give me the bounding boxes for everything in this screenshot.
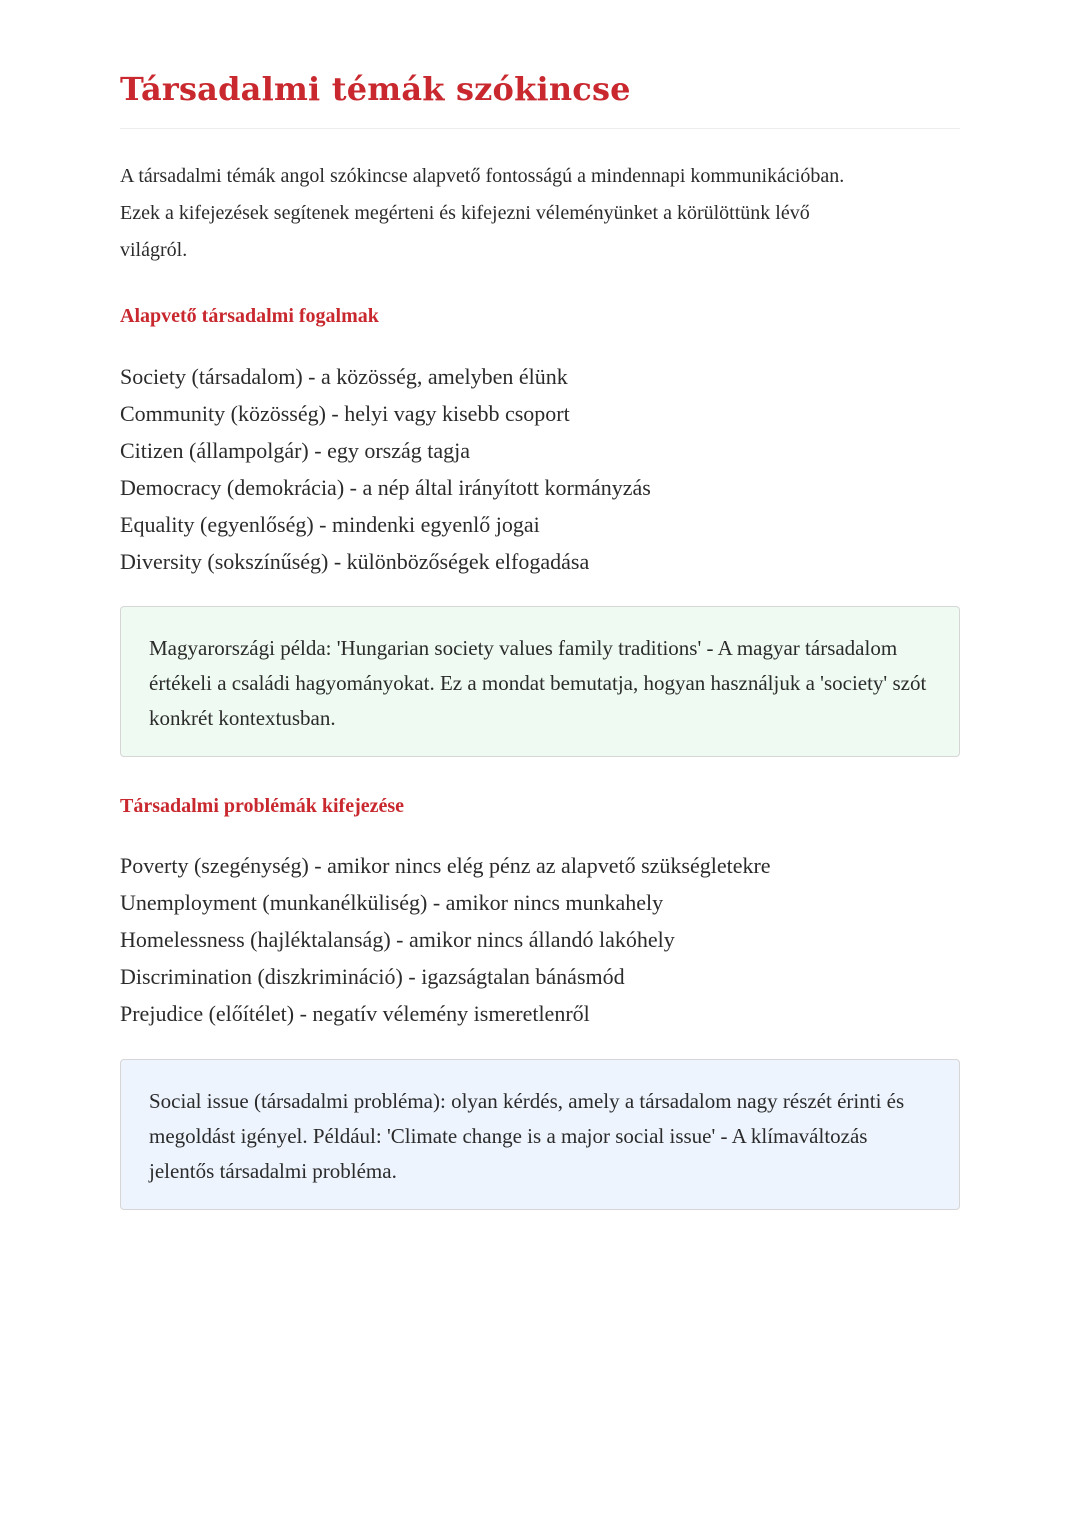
basic-concepts-list [120, 358, 651, 580]
list-item: Community (közösség) - helyi vagy kisebb csoport [120, 401, 570, 426]
social-problems-list [120, 847, 771, 1032]
example-note-box [120, 606, 960, 757]
list-item: Prejudice (előítélet) - negatív vélemény ismeretlenről [120, 1001, 590, 1026]
page-title: Társadalmi témák szókincse [120, 70, 631, 108]
list-item: Citizen (állampolgár) - egy ország tagja [120, 438, 471, 463]
section-heading-basic-concepts: Alapvető társadalmi fogalmak [120, 305, 379, 327]
definition-note-text: Social issue (társadalmi probléma): olyan kérdés, amely a társadalom nagy részét érinti és megoldást igényel. Például: 'Climate change is a major social issue' - A klímaváltozás jelentős társadalmi probléma. [149, 1089, 905, 1183]
list-item: Poverty (szegénység) - amikor nincs elég pénz az alapvető szükségletekre [120, 853, 771, 878]
title-divider [120, 128, 960, 129]
list-item: Democracy (demokrácia) - a nép által irányított kormányzás [120, 475, 651, 500]
section-heading-social-problems: Társadalmi problémák kifejezése [120, 795, 405, 817]
list-item: Equality (egyenlőség) - mindenki egyenlő jogai [120, 512, 540, 537]
list-item: Diversity (sokszínűség) - különbözőségek elfogadása [120, 549, 590, 574]
list-item: Discrimination (diszkrimináció) - igazságtalan bánásmód [120, 964, 625, 989]
list-item: Society (társadalom) - a közösség, amelyben élünk [120, 364, 568, 389]
list-item: Unemployment (munkanélküliség) - amikor nincs munkahely [120, 890, 664, 915]
definition-note-box [120, 1059, 960, 1210]
intro-paragraph: A társadalmi témák angol szókincse alapvető fontosságú a mindennapi kommunikációban. Ezek a kifejezések segítenek megérteni és kifejezni véleményünket a körülöttünk lévő világról. [120, 165, 845, 261]
list-item: Homelessness (hajléktalanság) - amikor nincs állandó lakóhely [120, 927, 675, 952]
example-note-text: Magyarországi példa: 'Hungarian society values family traditions' - A magyar társadalom értékeli a családi hagyományokat. Ez a mondat bemutatja, hogyan használjuk a 'society' szót konkrét kontextusban. [149, 636, 927, 730]
